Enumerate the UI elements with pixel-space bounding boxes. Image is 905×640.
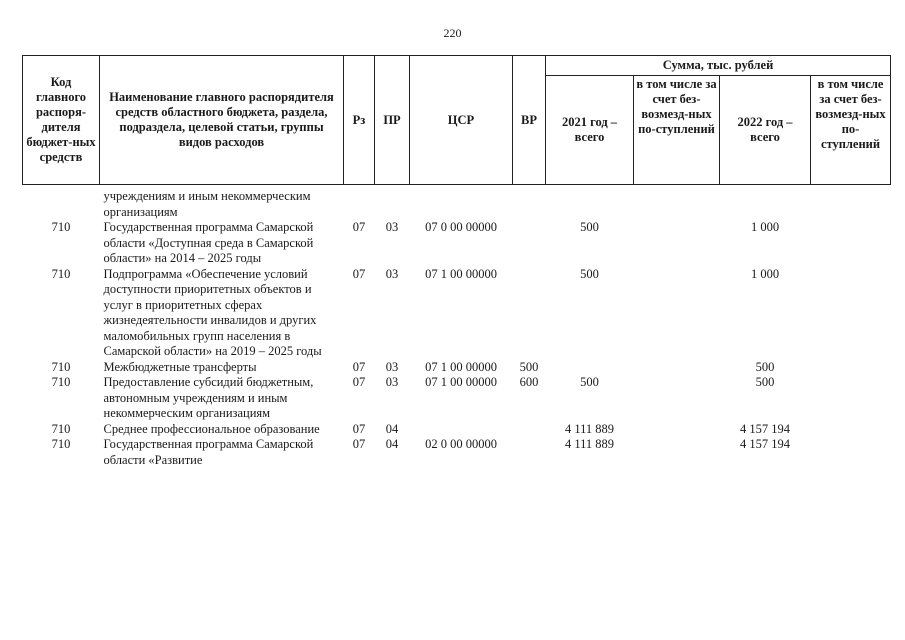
cell-2022-total: 1 000	[750, 266, 780, 281]
cell-2022-incl	[811, 360, 891, 376]
cell-name: Межбюджетные трансферты	[103, 359, 257, 374]
cell-2021-total: 4 111 889	[564, 437, 615, 451]
cell-2021-incl	[634, 437, 720, 468]
cell-pr: 03	[385, 375, 399, 389]
cell-name: учреждениям и иным некоммерческим организациям	[103, 189, 311, 219]
cell-code: 710	[51, 437, 71, 451]
header-2022-total: 2022 год – всего	[720, 76, 811, 185]
table-row	[23, 375, 891, 422]
cell-2022-incl	[811, 267, 891, 360]
cell-code	[23, 185, 100, 221]
header-name: Наименование главного распорядителя средств областного бюджета, раздела, подраздела, целевой статьи, группы видов расходов	[100, 56, 344, 185]
cell-vr: 600	[519, 375, 539, 389]
table-row	[23, 437, 891, 468]
cell-2021-total	[546, 185, 634, 221]
cell-vr	[513, 185, 546, 221]
cell-2021-incl	[634, 375, 720, 422]
header-pr: ПР	[375, 56, 410, 185]
cell-2022-total: 4 157 194	[740, 437, 790, 451]
cell-csr: 07 1 00 00000	[425, 266, 497, 281]
cell-2022-incl	[811, 375, 891, 422]
cell-2021-total: 500	[580, 375, 599, 389]
cell-pr	[375, 185, 410, 221]
header-rz: Рз	[344, 56, 375, 185]
cell-csr	[410, 185, 513, 221]
cell-name: Среднее профессиональное образование	[103, 421, 320, 436]
cell-vr	[513, 422, 546, 438]
cell-csr: 07 1 00 00000	[425, 359, 497, 374]
cell-2021-incl	[634, 185, 720, 221]
cell-rz: 07	[352, 421, 366, 436]
header-vr: ВР	[513, 56, 546, 185]
cell-csr	[410, 422, 513, 438]
cell-2022-incl	[811, 422, 891, 438]
cell-name: Государственная программа Самарской области «Развитие	[103, 437, 314, 467]
cell-csr: 07 1 00 00000	[425, 375, 497, 389]
cell-rz: 07	[352, 375, 366, 389]
cell-pr: 03	[385, 220, 399, 234]
cell-vr: 500	[519, 359, 539, 374]
cell-pr: 03	[385, 359, 399, 374]
cell-code: 710	[51, 359, 71, 374]
table-row	[23, 267, 891, 360]
header-sum: Сумма, тыс. рублей	[546, 56, 891, 76]
cell-pr: 04	[385, 421, 399, 436]
cell-csr: 02 0 00 00000	[425, 437, 497, 451]
cell-2022-total: 500	[755, 375, 775, 389]
header-csr: ЦСР	[410, 56, 513, 185]
cell-2021-incl	[634, 360, 720, 376]
table-row	[23, 422, 891, 438]
header-2022-incl: в том числе за счет без-возмезд-ных по-ступлений	[811, 76, 891, 185]
budget-table	[22, 55, 891, 468]
cell-rz: 07	[352, 437, 366, 451]
cell-pr: 03	[385, 266, 399, 281]
cell-csr: 07 0 00 00000	[425, 220, 497, 234]
cell-code: 710	[51, 421, 71, 436]
cell-code: 710	[51, 266, 71, 281]
cell-2022-total: 1 000	[750, 220, 780, 234]
cell-pr: 04	[385, 437, 399, 451]
cell-2022-total: 4 157 194	[740, 421, 790, 436]
cell-2022-incl	[811, 185, 891, 221]
header-2021-total: 2021 год – всего	[546, 76, 634, 185]
table-row	[23, 220, 891, 267]
cell-rz: 07	[352, 266, 366, 281]
table-row	[23, 360, 891, 376]
cell-2022-incl	[811, 437, 891, 468]
table-row	[23, 185, 891, 221]
table-body	[23, 185, 891, 469]
cell-2021-total: 500	[580, 220, 599, 234]
cell-name: Предоставление субсидий бюджетным, автономным учреждениям и иным некоммерческим организациям	[103, 375, 314, 420]
cell-2021-total	[546, 360, 634, 376]
cell-2022-total	[720, 185, 811, 221]
cell-rz: 07	[352, 220, 366, 234]
cell-2022-total: 500	[755, 359, 775, 374]
header-2021-incl: в том числе за счет без-возмезд-ных по-ступлений	[634, 76, 720, 185]
cell-2021-total: 500	[580, 266, 599, 281]
cell-2022-incl	[811, 220, 891, 267]
cell-name: Подпрограмма «Обеспечение условий доступности приоритетных объектов и услуг в приоритетных сферах жизнедеятельности инвалидов и других маломобильных групп населения в Самарской области» на 2019 – 2025 годы	[103, 266, 322, 358]
cell-2021-incl	[634, 267, 720, 360]
cell-vr	[513, 267, 546, 360]
table-header	[23, 56, 891, 185]
cell-name: Государственная программа Самарской области «Доступная среда в Самарской области» на 2014 – 2025 годы	[103, 220, 314, 265]
cell-vr	[513, 437, 546, 468]
cell-code: 710	[51, 375, 71, 389]
cell-rz: 07	[352, 359, 366, 374]
header-code: Код главного распоря-дителя бюджет-ных средств	[23, 56, 100, 185]
cell-vr	[513, 220, 546, 267]
cell-2021-incl	[634, 422, 720, 438]
cell-2021-incl	[634, 220, 720, 267]
cell-2021-total: 4 111 889	[564, 421, 615, 436]
page-number: 220	[443, 26, 462, 40]
cell-rz	[344, 185, 375, 221]
cell-code: 710	[51, 220, 71, 234]
